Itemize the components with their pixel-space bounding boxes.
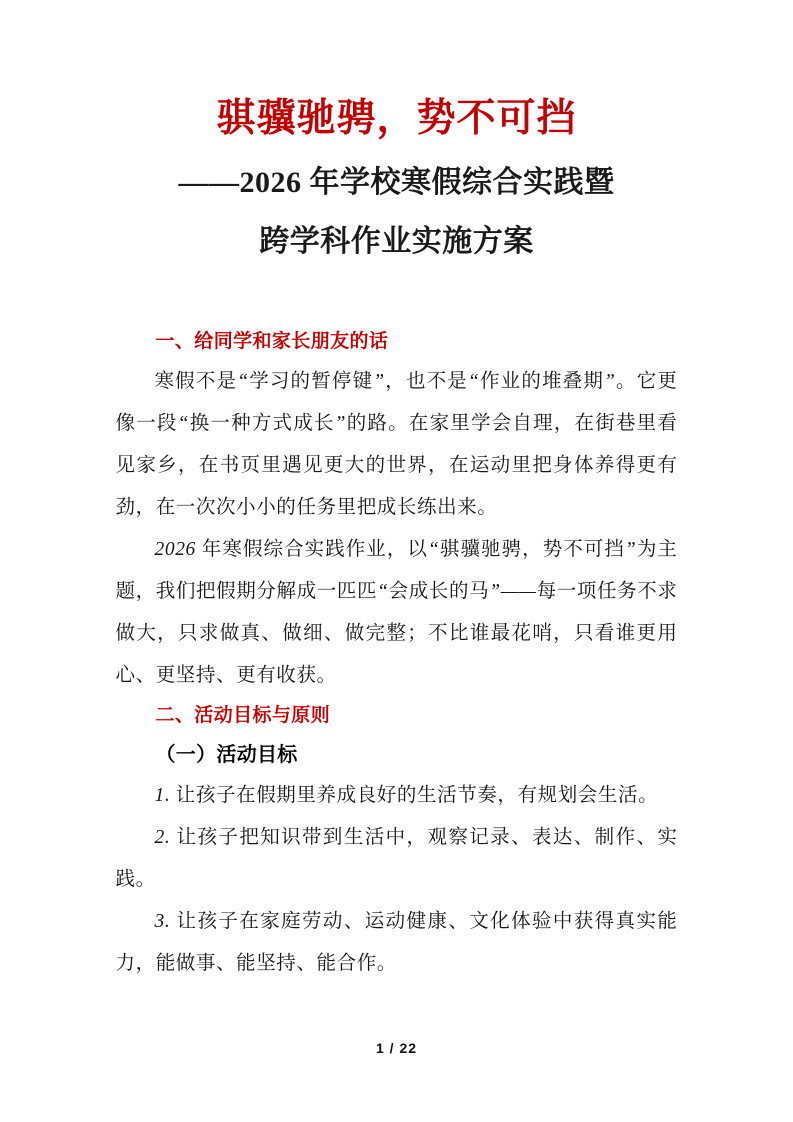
page-number-footer: 1 / 22 [375,1040,418,1056]
page-title: 骐骥驰骋，势不可挡 [216,97,577,140]
section-2-item-1: 1. 让孩子在假期里养成良好的生活节奏，有规划会生活。 [154,785,659,806]
document-body [116,271,678,985]
section-2-item-2: 2. 让孩子把知识带到生活中，观察记录、表达、制作、实践。 [115,827,678,890]
section-heading-1: 一、给同学和家长朋友的话 [155,331,389,352]
document-subtitle [0,146,793,271]
section-heading-2: 二、活动目标与原则 [155,705,331,726]
subtitle-line-1: ——2026 年学校寒假综合实践暨 [178,166,615,199]
section-1-paragraph-2: 2026 年寒假综合实践作业，以“骐骥驰骋，势不可挡”为主题，我们把假期分解成一匹匹“会成长的马”——每一项任务不求做大，只求做真、做细、做完整；不比谁最花哨，只看谁更用心、更坚持、更有收获。 [115,539,678,686]
title-block [0,0,793,271]
section-2-subheading: （一）活动目标 [155,744,298,766]
section-2-item-3: 3. 让孩子在家庭劳动、运动健康、文化体验中获得真实能力，能做事、能坚持、能合作。 [115,911,678,974]
subtitle-line-2: 跨学科作业实施方案 [259,225,534,258]
section-1-paragraph-1: 寒假不是“学习的暂停键”，也不是“作业的堆叠期”。它更像一段“换一种方式成长”的路。在家里学会自理，在街巷里看见家乡，在书页里遇见更大的世界，在运动里把身体养得更有劲，在一次次小小的任务里把成长练出来。 [115,371,678,518]
